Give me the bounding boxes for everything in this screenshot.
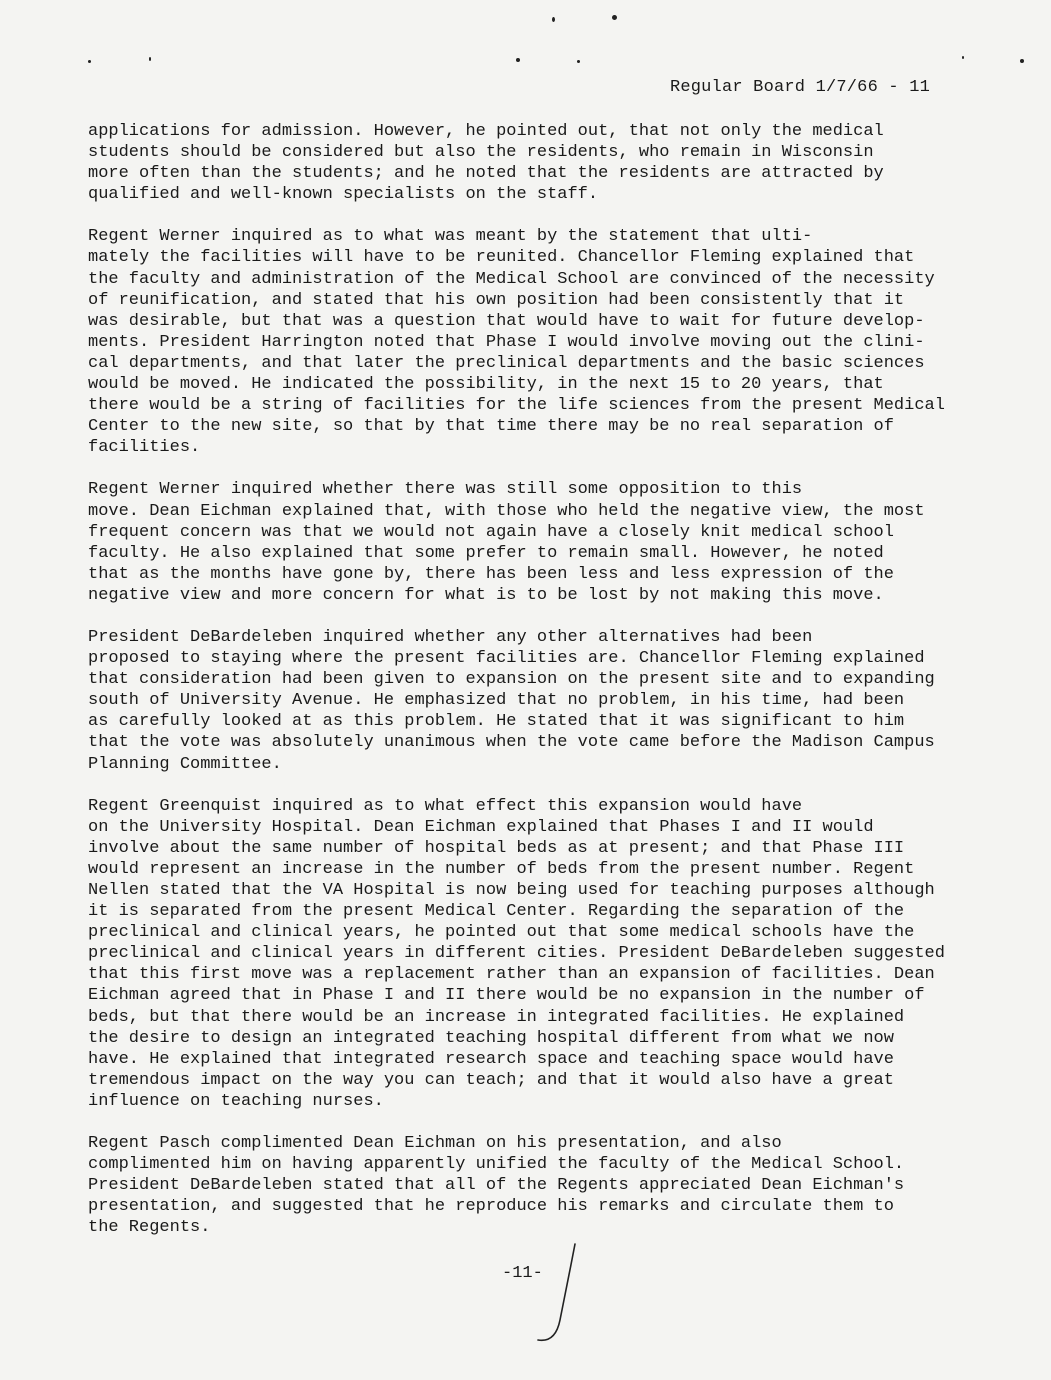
- paragraph: Regent Greenquist inquired as to what effect this expansion would have on the University Hospital. Dean Eichman explained that Phases I and II would involve about the same number of hospital beds as at present; and that Phase III would represent an increase in the number of beds from the present number. Regent Nellen stated that the VA Hospital is now being used for teaching purposes although it is separated from the present Medical Center. Regarding the separation of the preclinical and clinical years, he pointed out that some medical schools have the preclinical and clinical years in different cities. President DeBardeleben suggested that this first move was a replacement rather than an expansion of facilities. Dean Eichman agreed that in Phase I and II there would be no expansion in the number of beds, but that there would be an increase in integrated facilities. He explained the desire to design an integrated teaching hospital different from what we now have. He explained that integrated research space and teaching space would have tremendous impact on the way you can teach; and that it would also have a great influence on teaching nurses.: [88, 796, 945, 1111]
- paragraph: President DeBardeleben inquired whether any other alternatives had been proposed to staying where the present facilities are. Chancellor Fleming explained that consideration had been given to expansion on the present site and to expanding south of University Avenue. He emphasized that no problem, in his time, had been as carefully looked at as this problem. He stated that it was significant to him that the vote was absolutely unanimous when the vote came before the Madison Campus Planning Committee.: [88, 627, 935, 774]
- scan-speck: [577, 60, 580, 63]
- page-header: Regular Board 1/7/66 - 11: [669, 78, 930, 97]
- scan-speck: [149, 57, 151, 61]
- scan-speck: [1020, 59, 1024, 63]
- scan-speck: [516, 58, 520, 62]
- document-body: [88, 121, 988, 1260]
- paragraph: Regent Werner inquired whether there was still some opposition to this move. Dean Eichman explained that, with those who held the negative view, the most frequent concern was that we would not again have a closely knit medical school faculty. He also explained that some prefer to remain small. However, he noted that as the months have gone by, there has been less and less expression of the negative view and more concern for what is to be lost by not making this move.: [88, 480, 925, 605]
- scan-speck: [612, 15, 617, 20]
- scan-speck: [962, 56, 964, 59]
- handwritten-mark: [520, 1240, 580, 1350]
- paragraph: applications for admission. However, he pointed out, that not only the medical students should be considered but also the residents, who remain in Wisconsin more often than the students; and he noted that the residents are attracted by qualified and well-known specialists on the staff.: [88, 122, 884, 205]
- paragraph: Regent Werner inquired as to what was meant by the statement that ulti- mately the facilities will have to be reunited. Chancellor Fleming explained that the faculty and administration of the Medical School are convinced of the necessity of reunification, and stated that his own position had been consistently that it was desirable, but that was a question that would have to wait for future develop- ments. President Harrington noted that Phase I would involve moving out the clini- cal departments, and that later the preclinical departments and the basic sciences would be moved. He indicated the possibility, in the next 15 to 20 years, that there would be a string of facilities for the life sciences from the present Medical Center to the new site, so that by that time there may be no real separation of facilities.: [88, 227, 945, 458]
- page-number: -11-: [502, 1264, 543, 1283]
- paragraph: Regent Pasch complimented Dean Eichman on his presentation, and also complimented him on having apparently unified the faculty of the Medical School. President DeBardeleben stated that all of the Regents appreciated Dean Eichman's presentation, and suggested that he reproduce his remarks and circulate them to the Regents.: [88, 1134, 905, 1238]
- scan-speck: [552, 17, 555, 22]
- scan-speck: [88, 60, 91, 63]
